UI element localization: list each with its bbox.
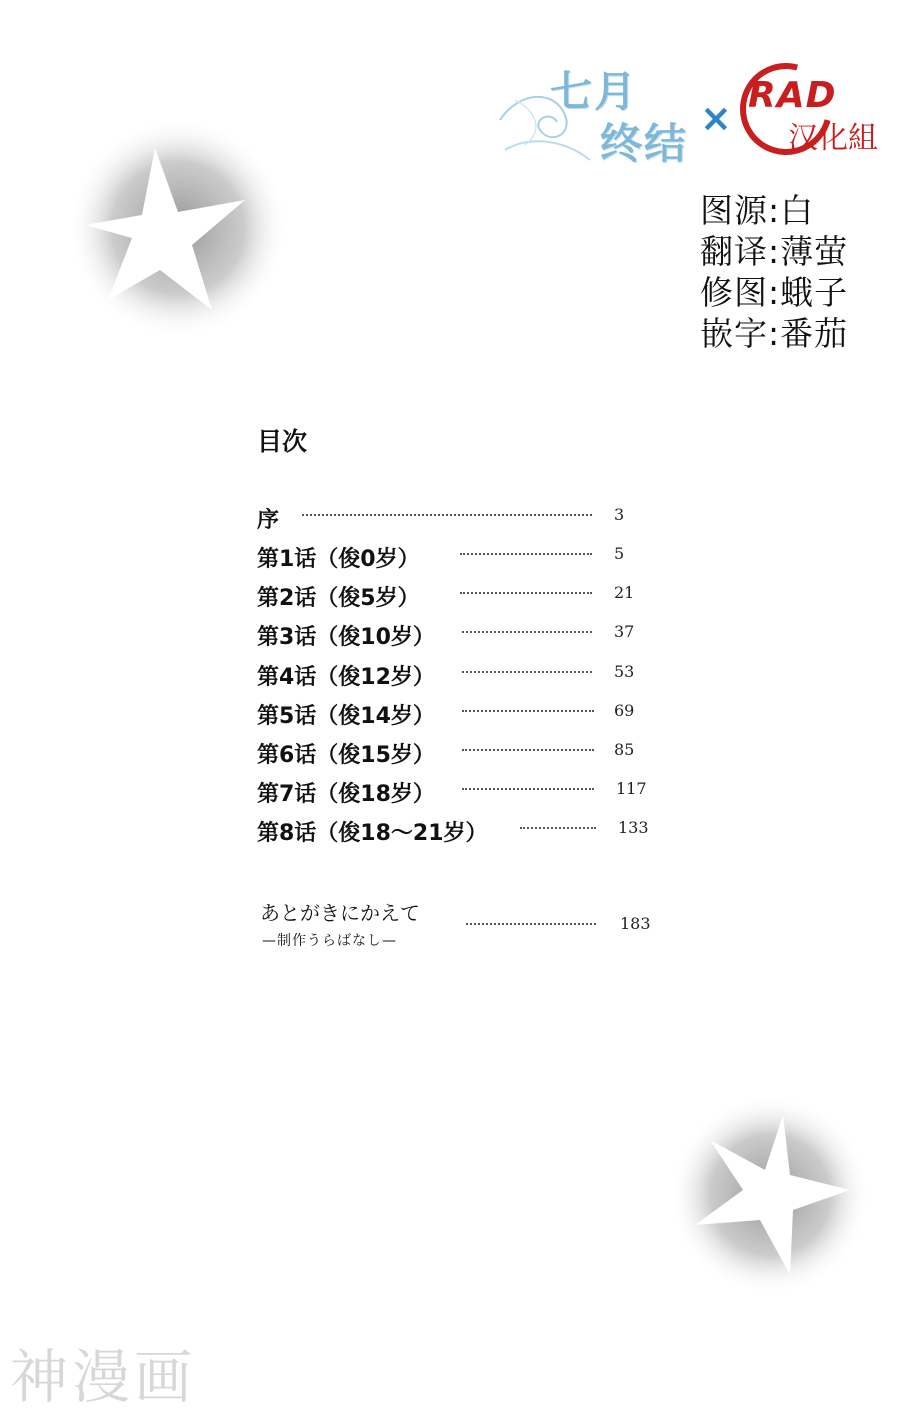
logo-left-line2: 终结: [600, 119, 689, 168]
toc-leader-dots: [462, 671, 592, 673]
rad-text: RAD: [748, 75, 837, 116]
toc-entry-label: 第4话（俊12岁）: [257, 665, 435, 690]
toc-leader-dots: [462, 788, 594, 790]
toc-entry-label: 第2话（俊5岁）: [257, 586, 420, 611]
watermark: 神漫画: [10, 1343, 197, 1411]
toc-entry-page: 3: [614, 505, 625, 524]
toc-entry: [0, 816, 900, 850]
toc-leader-dots: [462, 749, 594, 751]
rad-group-text: 汉化組: [788, 121, 878, 156]
toc-leader-dots: [302, 514, 592, 516]
toc-title: 目次: [257, 427, 308, 456]
toc-entry-label: 第1话（俊0岁）: [257, 547, 420, 572]
star-decoration-top: [60, 120, 290, 350]
toc-leader-dots: [462, 631, 592, 633]
toc-entry-page: 183: [620, 914, 651, 933]
toc-entry: [0, 581, 900, 615]
toc-entry-label: 序: [257, 508, 280, 533]
toc-entry: [0, 660, 900, 694]
toc-entry: [0, 777, 900, 811]
credit-retouch: 修图:蛾子: [700, 273, 849, 312]
toc-entry: [0, 503, 900, 537]
star-decoration-bottom: [665, 1095, 875, 1305]
credit-typeset: 嵌字:番茄: [700, 314, 849, 353]
credit-source: 图源:白: [700, 191, 815, 230]
toc-leader-dots: [466, 923, 596, 925]
toc-entry-page: 69: [614, 701, 635, 720]
toc-entry-page: 37: [614, 622, 635, 641]
toc-entry-page: 5: [614, 544, 625, 563]
credits-block: [700, 190, 848, 354]
toc-entry-page: 21: [614, 583, 635, 602]
toc-entry-page: 133: [618, 818, 649, 837]
toc-entry-label: 第6话（俊15岁）: [257, 743, 435, 768]
toc-leader-dots: [520, 827, 596, 829]
toc-entry-page: 117: [616, 779, 647, 798]
toc-leader-dots: [462, 710, 594, 712]
afterword-subtitle: —制作うらばなし—: [262, 933, 397, 949]
toc-entry: [0, 699, 900, 733]
logo-separator: ×: [700, 96, 732, 140]
toc-entry: [0, 738, 900, 772]
toc-entry-label: 第8话（俊18～21岁）: [257, 821, 488, 846]
toc-entry-label: 第7话（俊18岁）: [257, 782, 435, 807]
toc-entry: [0, 620, 900, 654]
rad-logo: [738, 55, 878, 165]
toc-entry-label: 第3话（俊10岁）: [257, 625, 435, 650]
toc-entry-page: 85: [614, 740, 635, 759]
logo-left-line1: 七月: [550, 67, 639, 116]
toc-entry-page: 53: [614, 662, 635, 681]
afterword-title: あとがきにかえて: [260, 901, 420, 925]
toc-entry-label: 第5话（俊14岁）: [257, 704, 435, 729]
toc-leader-dots: [460, 553, 592, 555]
toc-leader-dots: [460, 592, 592, 594]
toc-entry: [0, 542, 900, 576]
qiyue-logo: [495, 55, 700, 170]
toc-entry: [0, 912, 900, 946]
credit-translation: 翻译:薄萤: [700, 232, 849, 271]
